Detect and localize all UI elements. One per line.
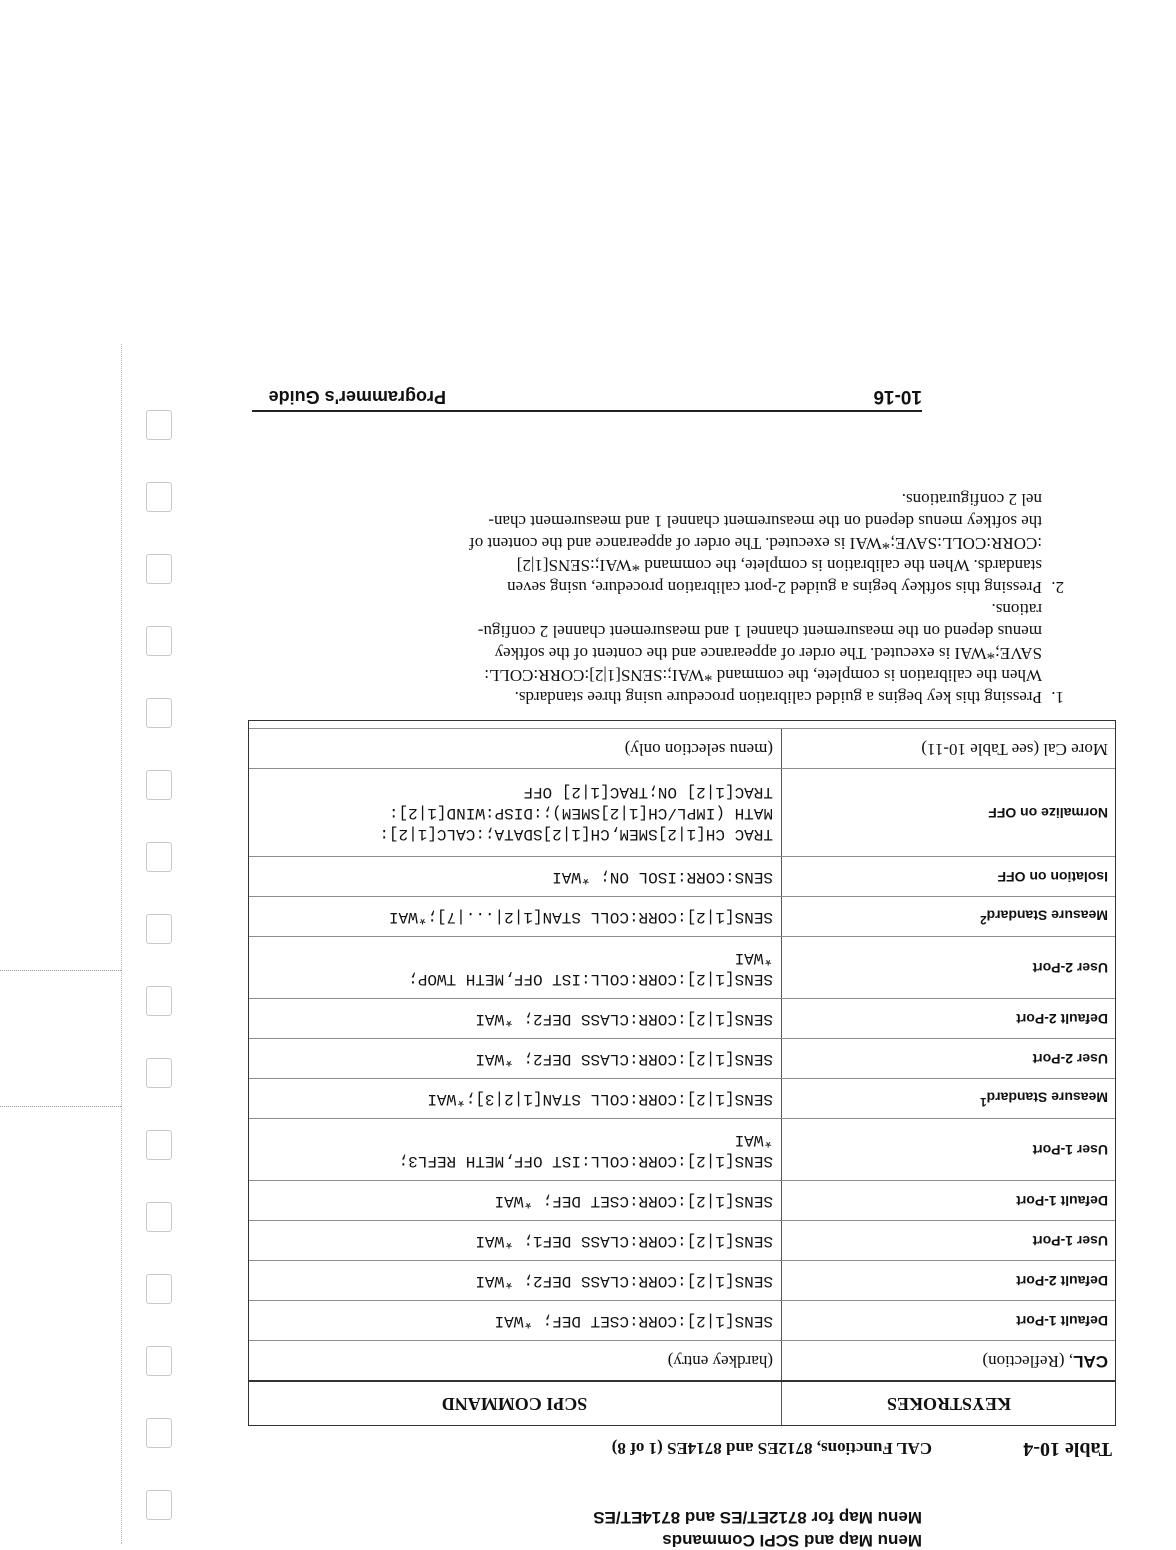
- footnote-2: [264, 488, 1064, 598]
- table-row: [248, 1341, 1116, 1381]
- table-caption: [246, 1430, 1112, 1460]
- table-row: [248, 1301, 1116, 1341]
- scpi-cell: [248, 1119, 782, 1181]
- keystroke-cell: [782, 1079, 1117, 1119]
- scpi-cell: SENS[1|2]:CORR:CLASS DEF2; *WAI: [248, 999, 782, 1039]
- table-title: CAL Functions, 8712ES and 8714ES (1 of 8): [611, 1439, 932, 1458]
- binder-hole: [146, 1058, 172, 1088]
- page-number: 10-16: [873, 386, 922, 407]
- binder-hole: [146, 698, 172, 728]
- column-header-scpi: SCPI COMMAND: [248, 1381, 782, 1426]
- table-row: [248, 729, 1116, 769]
- keystroke-cell: User 2-Port: [782, 937, 1117, 999]
- binder-hole: [146, 482, 172, 512]
- binder-hole: [146, 842, 172, 872]
- keystroke-cell: Default 1-Port: [782, 1301, 1117, 1341]
- binder-hole: [146, 986, 172, 1016]
- binder-hole: [146, 1274, 172, 1304]
- keystroke-cell: User 2-Port: [782, 1039, 1117, 1079]
- keystroke-cell: Normalize on OFF: [782, 769, 1117, 857]
- footnote-ref: 2: [980, 913, 987, 927]
- table-row: [248, 1079, 1116, 1119]
- scpi-line: SENS[1|2]:CORR:COLL:IST OFF,METH REFL3;: [398, 1152, 773, 1170]
- table-header-row: [248, 1381, 1116, 1426]
- footnote-number: 1.: [1051, 688, 1064, 707]
- scpi-line: *WAI: [734, 1131, 773, 1149]
- binder-hole: [146, 626, 172, 656]
- footnote-line: Pressing this key begins a guided calibration procedure using three standards.: [514, 688, 1042, 707]
- scpi-line: SENS[1|2]:CORR:COLL:IST OFF,METH TWOP;: [408, 970, 773, 988]
- scpi-line: *WAI: [734, 949, 773, 967]
- scpi-cell: [248, 769, 782, 857]
- keystroke-bold: CAL: [1073, 1351, 1108, 1371]
- scpi-cell: (menu selection only): [248, 729, 782, 769]
- keystroke-text: Measure Standard: [986, 907, 1108, 924]
- scpi-line: MATH (IMPL/CH[1|2]SMEM);:DISP:WIND[1|2]:: [388, 804, 773, 823]
- table-row: [248, 769, 1116, 857]
- keystroke-cell: More Cal (see Table 10-11): [782, 729, 1117, 769]
- binder-hole: [146, 1418, 172, 1448]
- keystroke-cell: Default 2-Port: [782, 999, 1117, 1039]
- binder-hole: [146, 1346, 172, 1376]
- keystroke-cell: [782, 897, 1117, 937]
- scpi-line: TRAC CH[1|2]SMEM,CH[1|2]SDATA;:CALC[1|2]:: [379, 825, 773, 844]
- keystroke-text: , (Reflection): [982, 1351, 1074, 1371]
- table-row: [248, 1119, 1116, 1181]
- footer-title: Programmer's Guide: [268, 387, 446, 407]
- scpi-cell: SENS:CORR:ISOL ON; *WAI: [248, 857, 782, 897]
- scpi-cell: SENS[1|2]:CORR:CSET DEF; *WAI: [248, 1301, 782, 1341]
- table-row: [248, 1261, 1116, 1301]
- table-number: Table 10-4: [1023, 1438, 1112, 1460]
- table-row: [248, 897, 1116, 937]
- keystroke-cell: Default 1-Port: [782, 1181, 1117, 1221]
- table-row: [248, 937, 1116, 999]
- binder-hole: [146, 410, 172, 440]
- footer-rule: [252, 410, 922, 412]
- footnote-line: the softkey menus depend on the measurement channel 1 and measurement chan-: [488, 512, 1042, 531]
- footnote-line: SAVE;*WAI is executed. The order of appearance and the content of the softkey: [494, 644, 1042, 663]
- footnote-line: menus depend on the measurement channel 1 and measurement channel 2 configu-: [477, 622, 1042, 641]
- footnote-line: nel 2 configurations.: [901, 490, 1042, 509]
- table-row: [248, 999, 1116, 1039]
- scpi-cell: SENS[1|2]:CORR:CSET DEF; *WAI: [248, 1181, 782, 1221]
- scpi-line: TRAC[1|2] ON;TRAC[1|2] OFF: [523, 783, 773, 802]
- running-head: Menu Map and SCPI Commands: [662, 1531, 922, 1550]
- footnotes: [264, 488, 1064, 708]
- scpi-cell: SENS[1|2]:CORR:CLASS DEF2; *WAI: [248, 1261, 782, 1301]
- footnote-ref: 1: [980, 1095, 987, 1109]
- keystroke-cell: User 1-Port: [782, 1119, 1117, 1181]
- footnote-1: [264, 598, 1064, 708]
- running-subhead: Menu Map for 8712ET/ES and 8714ET/ES: [593, 1508, 922, 1527]
- table-row: [248, 1181, 1116, 1221]
- cal-functions-table: [248, 729, 1116, 1427]
- scpi-cell: [248, 937, 782, 999]
- scpi-cell: SENS[1|2]:CORR:COLL STAN[1|2|3];*WAI: [248, 1079, 782, 1119]
- keystroke-cell: [782, 1341, 1117, 1381]
- binder-hole: [146, 1202, 172, 1232]
- footnote-line: rations.: [991, 600, 1042, 619]
- scpi-cell: SENS[1|2]:CORR:CLASS DEF1; *WAI: [248, 1221, 782, 1261]
- binder-hole: [146, 914, 172, 944]
- keystroke-cell: Isolation on OFF: [782, 857, 1117, 897]
- footnote-line: Pressing this softkey begins a guided 2-port calibration procedure, using seven: [507, 578, 1042, 597]
- scpi-cell: SENS[1|2]:CORR:CLASS DEF2; *WAI: [248, 1039, 782, 1079]
- binder-hole: [146, 554, 172, 584]
- footnote-line: :CORR:COLL:SAVE;*WAI is executed. The order of appearance and the content of: [469, 534, 1042, 553]
- keystroke-text: Measure Standard: [986, 1089, 1108, 1106]
- binder-hole: [146, 1130, 172, 1160]
- footnote-line: standards. When the calibration is complete, the command *WAI;:SENS[1|2]: [516, 556, 1042, 575]
- footnote-line: When the calibration is complete, the command *WAI;:SENS[1|2]:CORR:COLL:: [484, 666, 1042, 685]
- table-row: [248, 1039, 1116, 1079]
- scpi-cell: (hardkey entry): [248, 1341, 782, 1381]
- binder-hole: [146, 770, 172, 800]
- table-row: [248, 857, 1116, 897]
- scan-artifact-line: [0, 970, 122, 971]
- keystroke-cell: User 1-Port: [782, 1221, 1117, 1261]
- column-header-keystrokes: KEYSTROKES: [782, 1381, 1117, 1426]
- keystroke-cell: Default 2-Port: [782, 1261, 1117, 1301]
- binder-hole: [146, 1490, 172, 1520]
- table-row: [248, 1221, 1116, 1261]
- scan-artifact-line: [0, 1106, 122, 1107]
- footnote-number: 2.: [1051, 578, 1064, 597]
- scpi-cell: SENS[1|2]:CORR:COLL STAN[1|2|...|7];*WAI: [248, 897, 782, 937]
